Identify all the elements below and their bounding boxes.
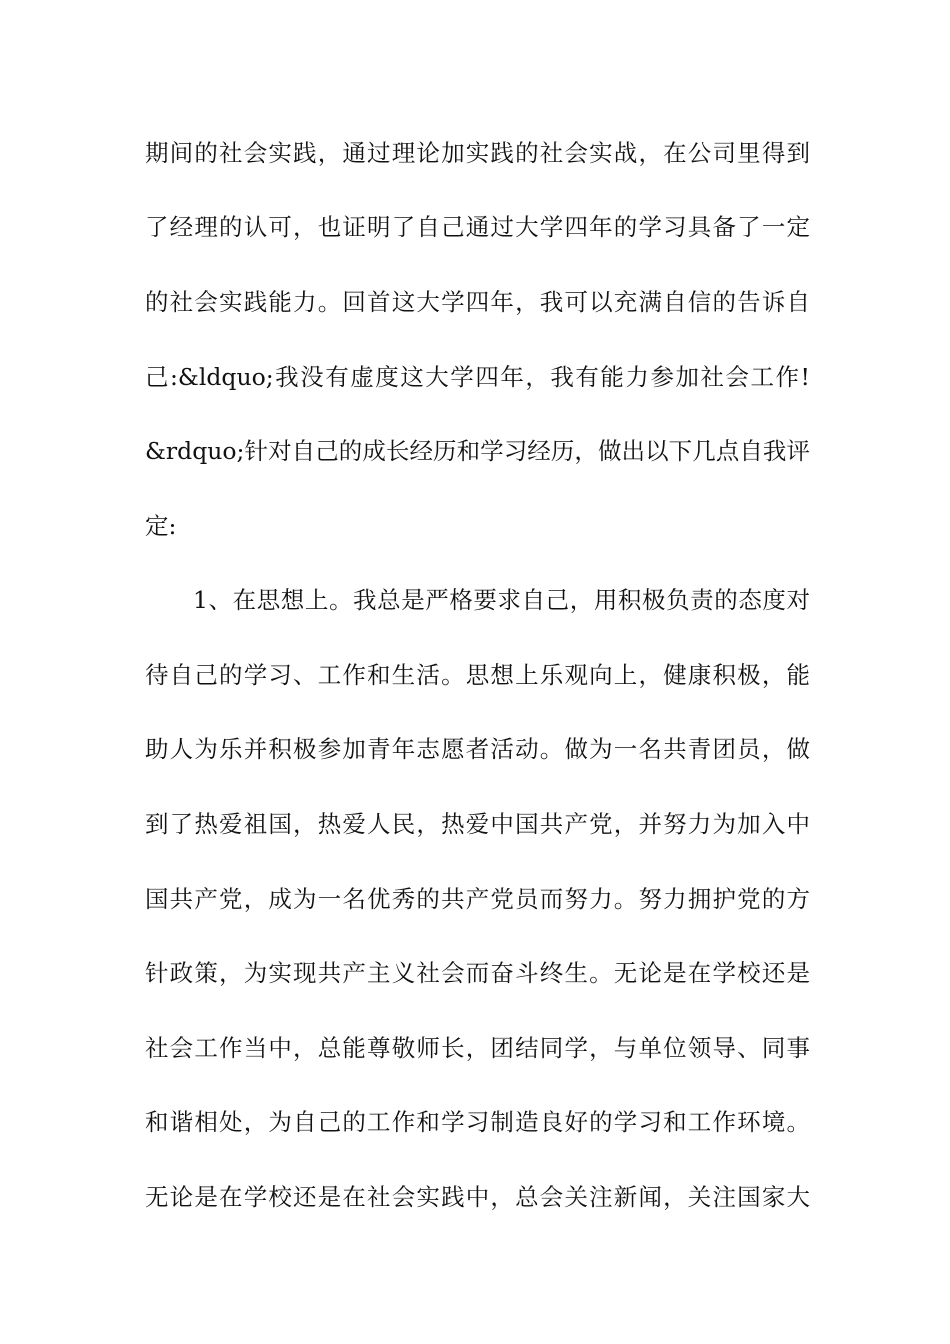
text-line-3: 的社会实践能力。回首这大学四年，我可以充满自信的告诉自	[145, 288, 810, 316]
text-line-2: 了经理的认可，也证明了自己通过大学四年的学习具备了一定	[145, 213, 810, 241]
text-line-13: 社会工作当中，总能尊敬师长，团结同学，与单位领导、同事	[145, 1034, 810, 1062]
text-line-11: 国共产党，成为一名优秀的共产党员而努力。努力拥护党的方	[145, 885, 810, 913]
text-line-4: 己:&ldquo;我没有虚度这大学四年，我有能力参加社会工作!	[145, 363, 810, 391]
text-line-12: 针政策，为实现共产主义社会而奋斗终生。无论是在学校还是	[145, 959, 810, 987]
text-line-8: 待自己的学习、工作和生活。思想上乐观向上，健康积极，能	[145, 661, 810, 689]
text-line-10: 到了热爱祖国，热爱人民，热爱中国共产党，并努力为加入中	[145, 810, 810, 838]
text-line-14: 和谐相处，为自己的工作和学习制造良好的学习和工作环境。	[145, 1108, 810, 1136]
text-line-6: 定:	[145, 512, 177, 540]
text-line-15: 无论是在学校还是在社会实践中，总会关注新闻，关注国家大	[145, 1183, 810, 1211]
text-line-9: 助人为乐并积极参加青年志愿者活动。做为一名共青团员，做	[145, 735, 810, 763]
text-line-1: 期间的社会实践，通过理论加实践的社会实战，在公司里得到	[145, 139, 810, 167]
text-line-7: 1、在思想上。我总是严格要求自己，用积极负责的态度对	[193, 586, 810, 614]
text-line-5: &rdquo;针对自己的成长经历和学习经历，做出以下几点自我评	[145, 437, 810, 465]
